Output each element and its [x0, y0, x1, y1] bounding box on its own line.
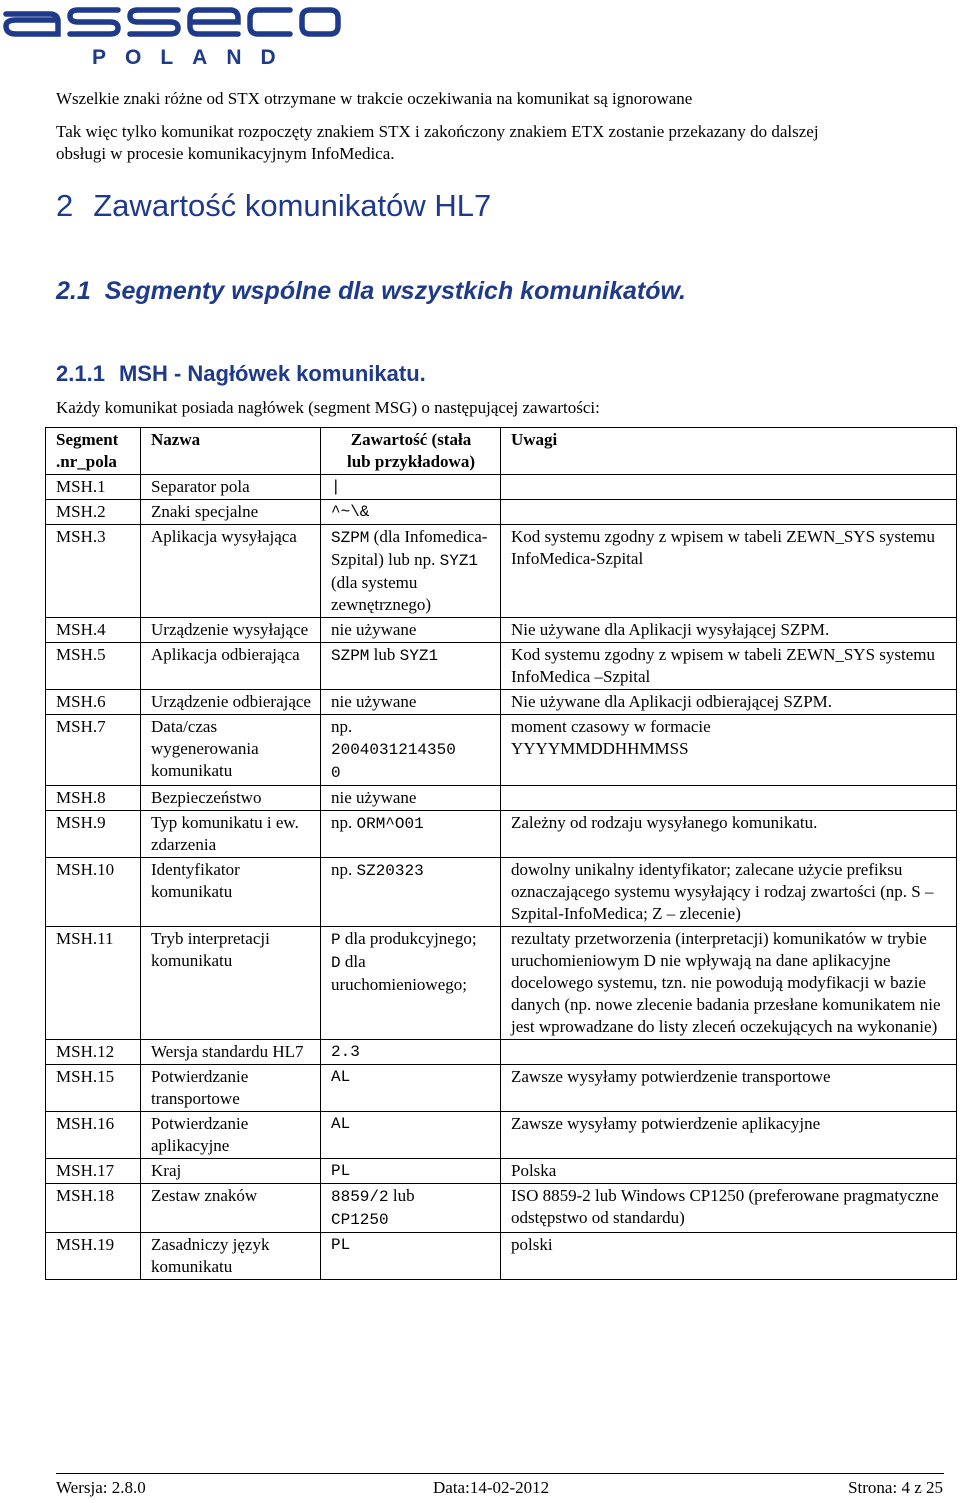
cell-notes: Polska — [501, 1159, 957, 1184]
cell-notes: polski — [501, 1233, 957, 1280]
table-row — [46, 1233, 957, 1280]
cell-name: Aplikacja odbierająca — [141, 643, 321, 690]
cell-segment: MSH.16 — [46, 1112, 141, 1159]
cell-segment: MSH.6 — [46, 690, 141, 715]
table-row — [46, 500, 957, 525]
intro-line1: Wszelkie znaki różne od STX otrzymane w trakcie oczekiwania na komunikat są ignorowane — [56, 89, 693, 108]
msh-table — [45, 427, 957, 1280]
table-row — [46, 1065, 957, 1112]
cell-segment: MSH.11 — [46, 927, 141, 1040]
cell-value: np. ORM^O01 — [321, 811, 501, 858]
table-intro: Każdy komunikat posiada nagłówek (segment MSG) o następującej zawartości: — [56, 398, 600, 417]
cell-notes: Zawsze wysyłamy potwierdzenie transportowe — [501, 1065, 957, 1112]
cell-notes: dowolny unikalny identyfikator; zalecane użycie prefiksu oznaczającego systemu wysyłający i rodzaj zwartości (np. S – Szpital-InfoMedica; Z – zlecenie) — [501, 858, 957, 927]
col-header-segment: Segment .nr_pola — [46, 428, 141, 475]
cell-segment: MSH.15 — [46, 1065, 141, 1112]
cell-notes — [501, 786, 957, 811]
cell-name: Data/czas wygenerowania komunikatu — [141, 715, 321, 786]
heading-3: 2.1.1 MSH - Nagłówek komunikatu. — [56, 361, 426, 386]
table-row — [46, 618, 957, 643]
cell-segment: MSH.9 — [46, 811, 141, 858]
cell-name: Urządzenie odbierające — [141, 690, 321, 715]
table-row — [46, 1112, 957, 1159]
cell-name: Wersja standardu HL7 — [141, 1040, 321, 1065]
footer-version: Wersja: 2.8.0 — [56, 1478, 146, 1497]
asseco-logo — [0, 0, 360, 70]
cell-segment: MSH.4 — [46, 618, 141, 643]
table-row — [46, 525, 957, 618]
cell-notes: Zależny od rodzaju wysyłanego komunikatu. — [501, 811, 957, 858]
intro-line2b: obsługi w procesie komunikacyjnym InfoMedica. — [56, 144, 395, 163]
col-header-name: Nazwa — [141, 428, 321, 475]
table-row — [46, 927, 957, 1040]
cell-notes — [501, 500, 957, 525]
heading-1: 2 Zawartość komunikatów HL7 — [56, 188, 492, 223]
cell-segment: MSH.10 — [46, 858, 141, 927]
footer-page: Strona: 4 z 25 — [848, 1478, 943, 1497]
cell-name: Tryb interpretacji komunikatu — [141, 927, 321, 1040]
footer-date: Data:14-02-2012 — [433, 1478, 550, 1497]
cell-notes: ISO 8859-2 lub Windows CP1250 (preferowane pragmatyczne odstępstwo od standardu) — [501, 1184, 957, 1233]
cell-name: Bezpieczeństwo — [141, 786, 321, 811]
cell-notes: Zawsze wysyłamy potwierdzenie aplikacyjne — [501, 1112, 957, 1159]
cell-value: 2.3 — [321, 1040, 501, 1065]
cell-notes — [501, 475, 957, 500]
cell-name: Typ komunikatu i ew. zdarzenia — [141, 811, 321, 858]
cell-name: Kraj — [141, 1159, 321, 1184]
cell-segment: MSH.12 — [46, 1040, 141, 1065]
table-row — [46, 1159, 957, 1184]
table-header-row — [46, 428, 957, 475]
cell-name: Aplikacja wysyłająca — [141, 525, 321, 618]
cell-value: nie używane — [321, 690, 501, 715]
table-row — [46, 715, 957, 786]
cell-value: | — [321, 475, 501, 500]
cell-segment: MSH.18 — [46, 1184, 141, 1233]
cell-notes: Kod systemu zgodny z wpisem w tabeli ZEWN_SYS systemu InfoMedica –Szpital — [501, 643, 957, 690]
cell-value: P dla produkcyjnego; D dla uruchomieniowego; — [321, 927, 501, 1040]
cell-notes: Kod systemu zgodny z wpisem w tabeli ZEWN_SYS systemu InfoMedica-Szpital — [501, 525, 957, 618]
table-row — [46, 1184, 957, 1233]
cell-value: 8859/2 lub CP1250 — [321, 1184, 501, 1233]
cell-segment: MSH.8 — [46, 786, 141, 811]
cell-value: SZPM (dla Infomedica-Szpital) lub np. SYZ1 (dla systemu zewnętrznego) — [321, 525, 501, 618]
table-row — [46, 690, 957, 715]
cell-value: SZPM lub SYZ1 — [321, 643, 501, 690]
cell-segment: MSH.3 — [46, 525, 141, 618]
table-row — [46, 786, 957, 811]
table-row — [46, 811, 957, 858]
cell-name: Znaki specjalne — [141, 500, 321, 525]
cell-segment: MSH.1 — [46, 475, 141, 500]
cell-name: Separator pola — [141, 475, 321, 500]
cell-name: Urządzenie wysyłające — [141, 618, 321, 643]
table-row — [46, 1040, 957, 1065]
cell-value: nie używane — [321, 786, 501, 811]
cell-name: Potwierdzanie aplikacyjne — [141, 1112, 321, 1159]
intro-line2 — [56, 121, 819, 165]
cell-notes — [501, 1040, 957, 1065]
cell-notes: Nie używane dla Aplikacji odbierającej SZPM. — [501, 690, 957, 715]
cell-name: Zestaw znaków — [141, 1184, 321, 1233]
cell-name: Identyfikator komunikatu — [141, 858, 321, 927]
table-row — [46, 643, 957, 690]
cell-segment: MSH.17 — [46, 1159, 141, 1184]
footer-divider — [56, 1473, 944, 1474]
cell-value: AL — [321, 1065, 501, 1112]
cell-notes: moment czasowy w formacie YYYYMMDDHHMMSS — [501, 715, 957, 786]
cell-segment: MSH.2 — [46, 500, 141, 525]
table-row — [46, 858, 957, 927]
cell-value: AL — [321, 1112, 501, 1159]
cell-value: PL — [321, 1159, 501, 1184]
cell-notes: Nie używane dla Aplikacji wysyłającej SZPM. — [501, 618, 957, 643]
logo-sub: POLAND — [92, 46, 295, 69]
cell-name: Potwierdzanie transportowe — [141, 1065, 321, 1112]
heading-2: 2.1 Segmenty wspólne dla wszystkich komunikatów. — [56, 277, 686, 305]
col-header-value: Zawartość (stała lub przykładowa) — [321, 428, 501, 475]
cell-segment: MSH.5 — [46, 643, 141, 690]
cell-value: PL — [321, 1233, 501, 1280]
cell-segment: MSH.19 — [46, 1233, 141, 1280]
intro-line2a: Tak więc tylko komunikat rozpoczęty znakiem STX i zakończony znakiem ETX zostanie przekazany do dalszej — [56, 122, 819, 141]
cell-name: Zasadniczy język komunikatu — [141, 1233, 321, 1280]
cell-value: np. 2004031214350 0 — [321, 715, 501, 786]
cell-value: np. SZ20323 — [321, 858, 501, 927]
cell-value: ^~\& — [321, 500, 501, 525]
table-row — [46, 475, 957, 500]
cell-segment: MSH.7 — [46, 715, 141, 786]
col-header-notes: Uwagi — [501, 428, 957, 475]
cell-notes: rezultaty przetworzenia (interpretacji) komunikatów w trybie uruchomieniowym D nie wpływają na dane aplikacyjne docelowego systemu, tzn. nie powodują modyfikacji w bazie danych (np. nowe zlecenie badania przesłane komunikatem nie jest wprowadzane do listy zleceń oczekujących na wykonanie) — [501, 927, 957, 1040]
cell-value: nie używane — [321, 618, 501, 643]
